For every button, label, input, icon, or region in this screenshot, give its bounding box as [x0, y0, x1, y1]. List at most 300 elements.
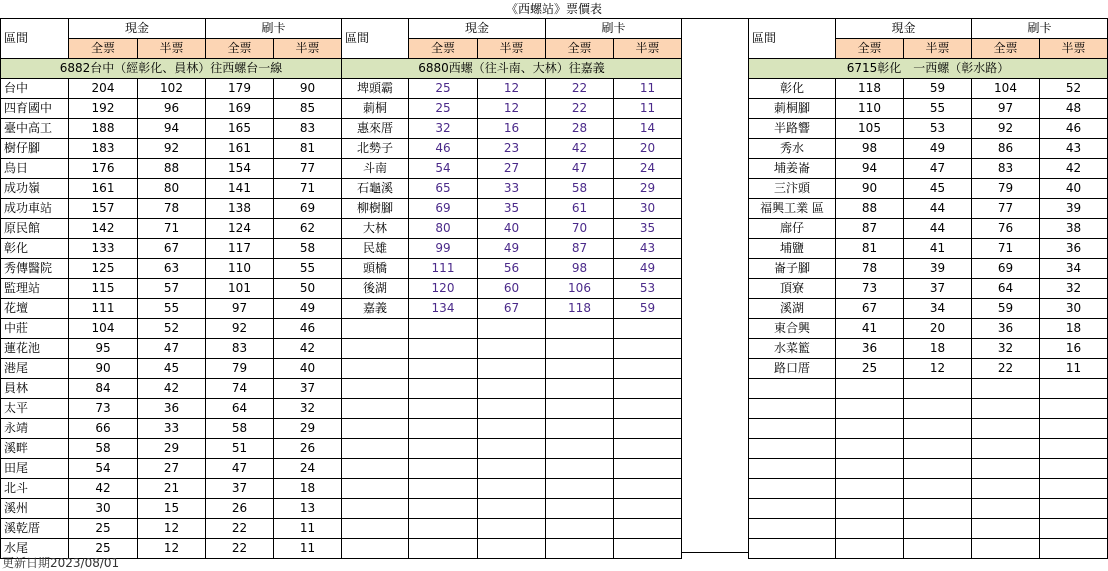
cash-full-fare: 142: [69, 219, 138, 239]
card-half-fare: 43: [614, 239, 682, 259]
cash-full-fare: 192: [69, 99, 138, 119]
table-row: [1, 99, 342, 119]
cash-half-fare: 34: [904, 299, 972, 319]
empty-cell: [972, 399, 1040, 419]
cash-full-fare: 87: [836, 219, 904, 239]
card-half-fare: 11: [274, 519, 342, 539]
table-row: [342, 519, 682, 539]
card-header: 刷卡: [972, 19, 1108, 39]
table-row: [749, 279, 1108, 299]
card-full-fare: 22: [546, 99, 614, 119]
card-full-fare: 36: [972, 319, 1040, 339]
empty-cell: [546, 339, 614, 359]
card-full-fare: 32: [972, 339, 1040, 359]
cash-full-fare: 176: [69, 159, 138, 179]
card-half-header: 半票: [274, 39, 342, 59]
card-full-fare: 61: [546, 199, 614, 219]
cash-half-fare: 71: [138, 219, 206, 239]
card-full-fare: 161: [206, 139, 274, 159]
cash-full-fare: 204: [69, 79, 138, 99]
cash-half-fare: 49: [904, 139, 972, 159]
empty-cell: [409, 359, 478, 379]
empty-cell: [904, 519, 972, 539]
empty-cell: [904, 499, 972, 519]
empty-cell: [546, 479, 614, 499]
table-row: [342, 219, 682, 239]
empty-cell: [904, 419, 972, 439]
empty-cell: [478, 399, 546, 419]
area-header: 區間: [1, 19, 69, 59]
stop-name: 東合興: [749, 319, 836, 339]
stop-name: 石龜溪: [342, 179, 409, 199]
stop-name: 秀水: [749, 139, 836, 159]
cash-half-fare: 12: [138, 539, 206, 559]
route-row: [342, 59, 682, 79]
stop-name: 港尾: [1, 359, 69, 379]
card-half-fare: 77: [274, 159, 342, 179]
stop-name: 嘉義: [342, 299, 409, 319]
empty-cell: [1040, 499, 1108, 519]
card-half-fare: 14: [614, 119, 682, 139]
cash-full-fare: 88: [836, 199, 904, 219]
cash-full-fare: 25: [836, 359, 904, 379]
empty-cell: [836, 379, 904, 399]
empty-cell: [409, 439, 478, 459]
empty-cell: [478, 439, 546, 459]
card-full-fare: 86: [972, 139, 1040, 159]
empty-cell: [546, 459, 614, 479]
cash-half-fare: 35: [478, 199, 546, 219]
fare-table-6880: [341, 18, 682, 559]
empty-cell: [836, 419, 904, 439]
cash-half-fare: 47: [138, 339, 206, 359]
header-row: [749, 19, 1108, 39]
card-full-fare: 179: [206, 79, 274, 99]
table-row: [342, 379, 682, 399]
cash-full-fare: 36: [836, 339, 904, 359]
cash-full-fare: 99: [409, 239, 478, 259]
cash-full-fare: 188: [69, 119, 138, 139]
cash-half-fare: 27: [478, 159, 546, 179]
empty-cell: [972, 379, 1040, 399]
table-row: [1, 299, 342, 319]
empty-cell: [342, 399, 409, 419]
table-row: [342, 159, 682, 179]
stop-name: 柳樹腳: [342, 199, 409, 219]
cash-half-fare: 33: [478, 179, 546, 199]
cash-half-fare: 67: [138, 239, 206, 259]
stop-name: 北斗: [1, 479, 69, 499]
card-full-fare: 22: [206, 519, 274, 539]
empty-cell: [409, 479, 478, 499]
card-full-header: 全票: [546, 39, 614, 59]
empty-cell: [1040, 519, 1108, 539]
card-full-fare: 169: [206, 99, 274, 119]
stop-name: 後湖: [342, 279, 409, 299]
card-full-header: 全票: [206, 39, 274, 59]
stop-name: 埔鹽: [749, 239, 836, 259]
empty-cell: [342, 519, 409, 539]
cash-half-fare: 44: [904, 219, 972, 239]
cash-full-fare: 66: [69, 419, 138, 439]
card-full-fare: 64: [972, 279, 1040, 299]
cash-half-fare: 12: [904, 359, 972, 379]
empty-cell: [836, 479, 904, 499]
card-half-fare: 11: [1040, 359, 1108, 379]
empty-cell: [749, 379, 836, 399]
stop-name: 員林: [1, 379, 69, 399]
cash-half-fare: 12: [138, 519, 206, 539]
cash-full-fare: 183: [69, 139, 138, 159]
cash-half-fare: 56: [478, 259, 546, 279]
stop-name: 溪乾厝: [1, 519, 69, 539]
table-row: [1, 139, 342, 159]
cash-half-fare: 40: [478, 219, 546, 239]
empty-cell: [904, 479, 972, 499]
stop-name: 崙子腳: [749, 259, 836, 279]
cash-half-fare: 29: [138, 439, 206, 459]
table-row: [749, 79, 1108, 99]
cash-full-fare: 111: [69, 299, 138, 319]
empty-cell: [409, 539, 478, 559]
stop-name: 埔姜崙: [749, 159, 836, 179]
table-row: [749, 139, 1108, 159]
table-row: [1, 259, 342, 279]
table-row: [749, 219, 1108, 239]
cash-full-fare: 73: [836, 279, 904, 299]
card-half-fare: 35: [614, 219, 682, 239]
empty-cell: [409, 459, 478, 479]
card-full-fare: 58: [206, 419, 274, 439]
empty-cell: [1040, 419, 1108, 439]
cash-full-fare: 42: [69, 479, 138, 499]
table-row: [342, 319, 682, 339]
card-full-fare: 26: [206, 499, 274, 519]
cash-full-fare: 84: [69, 379, 138, 399]
empty-cell: [836, 439, 904, 459]
cash-full-fare: 32: [409, 119, 478, 139]
header-row: [1, 19, 342, 39]
card-half-fare: 13: [274, 499, 342, 519]
card-full-fare: 58: [546, 179, 614, 199]
card-half-fare: 46: [274, 319, 342, 339]
card-half-fare: 58: [274, 239, 342, 259]
stop-name: 太平: [1, 399, 69, 419]
card-half-fare: 62: [274, 219, 342, 239]
empty-cell: [614, 359, 682, 379]
empty-cell: [614, 399, 682, 419]
card-half-fare: 90: [274, 79, 342, 99]
empty-cell: [749, 399, 836, 419]
empty-cell: [546, 319, 614, 339]
empty-cell: [342, 359, 409, 379]
empty-cell: [409, 319, 478, 339]
card-half-fare: 81: [274, 139, 342, 159]
card-half-fare: 43: [1040, 139, 1108, 159]
table-row: [1, 499, 342, 519]
cash-full-fare: 98: [836, 139, 904, 159]
card-half-fare: 49: [274, 299, 342, 319]
cash-half-fare: 55: [904, 99, 972, 119]
cash-half-fare: 60: [478, 279, 546, 299]
card-half-fare: 32: [1040, 279, 1108, 299]
cash-full-header: 全票: [69, 39, 138, 59]
card-half-fare: 11: [614, 79, 682, 99]
empty-cell: [749, 499, 836, 519]
card-full-fare: 118: [546, 299, 614, 319]
table-row: [1, 419, 342, 439]
table-row: [1, 119, 342, 139]
empty-cell: [1040, 539, 1108, 559]
stop-name: 莿桐: [342, 99, 409, 119]
empty-cell: [749, 439, 836, 459]
table-row: [749, 539, 1108, 559]
table-row: [1, 79, 342, 99]
empty-cell: [972, 439, 1040, 459]
empty-cell: [972, 499, 1040, 519]
empty-cell: [342, 479, 409, 499]
cash-full-fare: 120: [409, 279, 478, 299]
cash-half-fare: 15: [138, 499, 206, 519]
header-row: [342, 19, 682, 39]
card-half-fare: 39: [1040, 199, 1108, 219]
cash-half-fare: 55: [138, 299, 206, 319]
stop-name: 中莊: [1, 319, 69, 339]
card-full-fare: 71: [972, 239, 1040, 259]
cash-full-fare: 80: [409, 219, 478, 239]
empty-cell: [614, 539, 682, 559]
empty-cell: [342, 339, 409, 359]
card-half-fare: 36: [1040, 239, 1108, 259]
card-full-fare: 51: [206, 439, 274, 459]
cash-half-fare: 53: [904, 119, 972, 139]
empty-cell: [904, 459, 972, 479]
empty-cell: [478, 519, 546, 539]
cash-full-fare: 81: [836, 239, 904, 259]
card-half-fare: 52: [1040, 79, 1108, 99]
cash-header: 現金: [409, 19, 546, 39]
empty-cell: [409, 399, 478, 419]
stop-name: 秀傳醫院: [1, 259, 69, 279]
table-row: [342, 479, 682, 499]
table-row: [342, 439, 682, 459]
empty-cell: [1040, 399, 1108, 419]
cash-full-fare: 30: [69, 499, 138, 519]
stop-name: 福興工業 區: [749, 199, 836, 219]
cash-full-fare: 46: [409, 139, 478, 159]
card-half-fare: 40: [1040, 179, 1108, 199]
table-row: [749, 359, 1108, 379]
card-full-fare: 87: [546, 239, 614, 259]
card-full-fare: 64: [206, 399, 274, 419]
cash-full-fare: 90: [69, 359, 138, 379]
empty-cell: [409, 519, 478, 539]
stop-name: 水尾: [1, 539, 69, 559]
cash-full-fare: 105: [836, 119, 904, 139]
cash-full-fare: 115: [69, 279, 138, 299]
card-half-fare: 24: [614, 159, 682, 179]
route-name: 6882台中（經彰化、員林）往西螺台一線: [1, 59, 342, 79]
cash-full-fare: 58: [69, 439, 138, 459]
empty-cell: [478, 479, 546, 499]
table-row: [749, 379, 1108, 399]
table-row: [1, 279, 342, 299]
table-row: [1, 519, 342, 539]
cash-full-header: 全票: [409, 39, 478, 59]
cash-half-fare: 23: [478, 139, 546, 159]
stop-name: 田尾: [1, 459, 69, 479]
area-header: 區間: [342, 19, 409, 59]
table-row: [749, 399, 1108, 419]
cash-full-fare: 118: [836, 79, 904, 99]
page-title: 《西螺站》票價表: [505, 2, 602, 16]
table-row: [749, 339, 1108, 359]
card-full-fare: 104: [972, 79, 1040, 99]
card-full-fare: 47: [546, 159, 614, 179]
empty-cell: [546, 519, 614, 539]
cash-full-fare: 67: [836, 299, 904, 319]
empty-cell: [614, 319, 682, 339]
card-half-header: 半票: [614, 39, 682, 59]
table-row: [1, 179, 342, 199]
card-full-fare: 77: [972, 199, 1040, 219]
route-name: 6715彰化 一西螺（彰水路）: [749, 59, 1108, 79]
empty-cell: [546, 419, 614, 439]
card-half-fare: 48: [1040, 99, 1108, 119]
empty-cell: [972, 539, 1040, 559]
route-name: 6880西螺（往斗南、大林）往嘉義: [342, 59, 682, 79]
empty-cell: [836, 459, 904, 479]
table-row: [342, 279, 682, 299]
card-half-fare: 42: [274, 339, 342, 359]
cash-full-fare: 25: [69, 539, 138, 559]
stop-name: 半路響: [749, 119, 836, 139]
card-half-fare: 18: [274, 479, 342, 499]
card-full-fare: 59: [972, 299, 1040, 319]
card-full-fare: 110: [206, 259, 274, 279]
card-half-fare: 24: [274, 459, 342, 479]
table-row: [342, 339, 682, 359]
card-half-header: 半票: [1040, 39, 1108, 59]
cash-half-fare: 12: [478, 79, 546, 99]
stop-name: 水菜籃: [749, 339, 836, 359]
table-row: [749, 259, 1108, 279]
empty-cell: [1040, 379, 1108, 399]
cash-full-fare: 90: [836, 179, 904, 199]
empty-cell: [546, 499, 614, 519]
empty-cell: [972, 519, 1040, 539]
card-full-fare: 69: [972, 259, 1040, 279]
card-full-fare: 83: [972, 159, 1040, 179]
table-row: [342, 359, 682, 379]
cash-full-fare: 25: [409, 79, 478, 99]
empty-cell: [409, 419, 478, 439]
cash-full-fare: 161: [69, 179, 138, 199]
cash-half-header: 半票: [904, 39, 972, 59]
empty-cell: [342, 499, 409, 519]
cash-half-fare: 18: [904, 339, 972, 359]
stop-name: 大林: [342, 219, 409, 239]
empty-cell: [614, 519, 682, 539]
cash-half-fare: 92: [138, 139, 206, 159]
stop-name: 惠來厝: [342, 119, 409, 139]
card-half-fare: 26: [274, 439, 342, 459]
empty-cell: [614, 499, 682, 519]
card-half-fare: 40: [274, 359, 342, 379]
table-row: [1, 199, 342, 219]
table-row: [1, 339, 342, 359]
table-row: [1, 459, 342, 479]
card-half-fare: 20: [614, 139, 682, 159]
stop-name: 彰化: [749, 79, 836, 99]
table-row: [749, 419, 1108, 439]
card-half-fare: 34: [1040, 259, 1108, 279]
empty-cell: [546, 399, 614, 419]
empty-cell: [904, 399, 972, 419]
empty-cell: [749, 519, 836, 539]
card-full-fare: 74: [206, 379, 274, 399]
stop-name: 蓮花池: [1, 339, 69, 359]
card-half-fare: 85: [274, 99, 342, 119]
cash-half-fare: 78: [138, 199, 206, 219]
cash-full-fare: 94: [836, 159, 904, 179]
stop-name: 溪畔: [1, 439, 69, 459]
card-header: 刷卡: [546, 19, 682, 39]
empty-cell: [478, 419, 546, 439]
card-half-fare: 16: [1040, 339, 1108, 359]
cash-half-fare: 67: [478, 299, 546, 319]
empty-cell: [478, 319, 546, 339]
cash-half-fare: 47: [904, 159, 972, 179]
card-full-fare: 42: [546, 139, 614, 159]
empty-cell: [614, 459, 682, 479]
cash-half-fare: 12: [478, 99, 546, 119]
empty-cell: [614, 479, 682, 499]
stop-name: 臺中高工: [1, 119, 69, 139]
cash-half-fare: 16: [478, 119, 546, 139]
cash-half-fare: 59: [904, 79, 972, 99]
empty-cell: [478, 539, 546, 559]
stop-name: 路口厝: [749, 359, 836, 379]
stop-name: 台中: [1, 79, 69, 99]
card-full-fare: 70: [546, 219, 614, 239]
table-row: [749, 519, 1108, 539]
card-full-fare: 165: [206, 119, 274, 139]
route-row: [1, 59, 342, 79]
stop-name: 埤頭霸: [342, 79, 409, 99]
table-row: [1, 439, 342, 459]
table-row: [342, 179, 682, 199]
cash-full-fare: 95: [69, 339, 138, 359]
cash-half-fare: 39: [904, 259, 972, 279]
table-row: [1, 239, 342, 259]
cash-full-fare: 104: [69, 319, 138, 339]
empty-cell: [342, 439, 409, 459]
stop-name: 原民館: [1, 219, 69, 239]
cash-half-header: 半票: [478, 39, 546, 59]
empty-cell: [749, 539, 836, 559]
cash-half-fare: 36: [138, 399, 206, 419]
cash-half-fare: 33: [138, 419, 206, 439]
stop-name: 民雄: [342, 239, 409, 259]
card-half-fare: 29: [274, 419, 342, 439]
card-half-fare: 11: [274, 539, 342, 559]
cash-half-fare: 57: [138, 279, 206, 299]
cash-half-fare: 45: [904, 179, 972, 199]
empty-cell: [749, 419, 836, 439]
card-half-fare: 42: [1040, 159, 1108, 179]
empty-cell: [546, 359, 614, 379]
